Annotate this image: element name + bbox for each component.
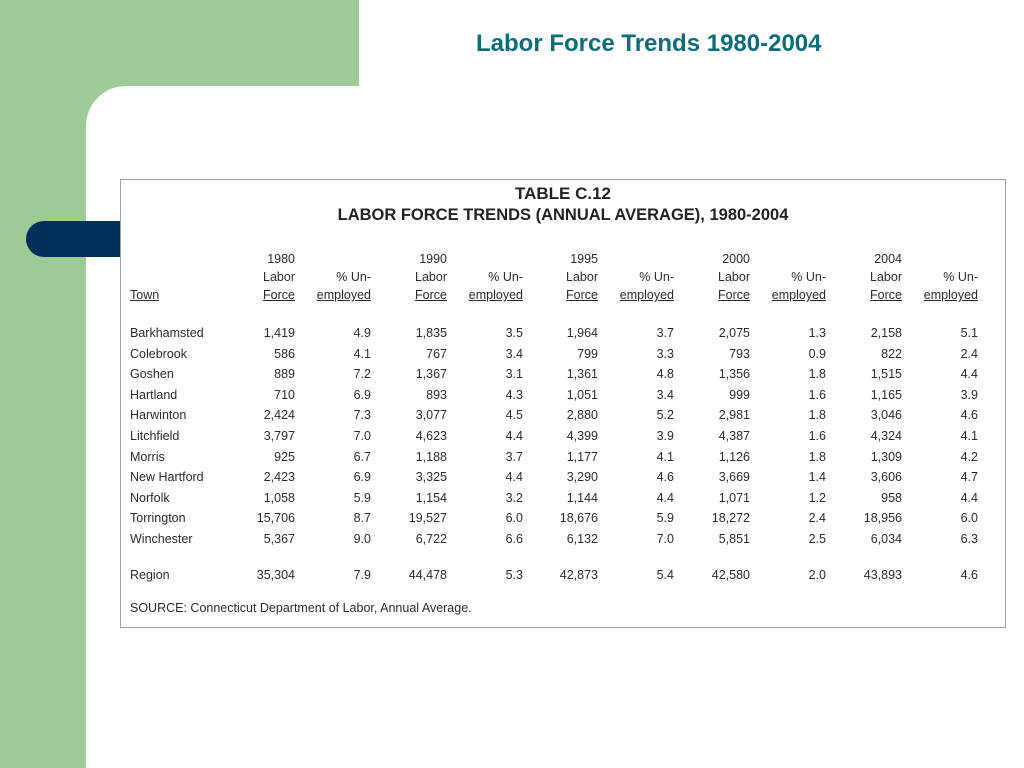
table-subtitle: LABOR FORCE TRENDS (ANNUAL AVERAGE), 1980-2004 xyxy=(337,206,789,224)
header-labor: Labor xyxy=(566,270,598,284)
header-force: Force xyxy=(718,288,750,302)
table-row-cell: 4.4 xyxy=(505,470,523,485)
table-row-cell: 3,606 xyxy=(870,470,902,485)
table-row-cell: 925 xyxy=(274,449,295,464)
table-row-cell: 893 xyxy=(426,387,447,402)
table-row-cell: 4.6 xyxy=(960,408,978,423)
table-row-cell: 4,324 xyxy=(870,429,902,443)
region-row-cell: 4.6 xyxy=(960,568,978,582)
table-row-cell: 2.4 xyxy=(960,346,978,361)
table-row-cell: 999 xyxy=(729,387,750,402)
table-row-cell: 6.0 xyxy=(505,511,523,526)
table-row-cell: 2,075 xyxy=(718,326,750,340)
table-row-cell: 19,527 xyxy=(408,511,447,526)
slide-title: Labor Force Trends 1980-2004 xyxy=(476,30,822,57)
header-labor: Labor xyxy=(263,270,295,284)
table-row-cell: 7.2 xyxy=(353,367,371,382)
header-unemployed: employed xyxy=(771,288,826,302)
table-row-cell: 3.1 xyxy=(505,367,523,382)
table-row-cell: 5,851 xyxy=(718,532,750,546)
green-side-band xyxy=(0,0,86,768)
table-row-town: Torrington xyxy=(130,511,186,526)
table-row-cell: 1,964 xyxy=(566,326,598,340)
table-row-cell: 958 xyxy=(881,490,902,505)
table-row-cell: 2,981 xyxy=(718,408,750,423)
table-row-cell: 4.5 xyxy=(505,408,523,423)
table-row-cell: 6,722 xyxy=(415,532,447,546)
navy-accent-bar xyxy=(26,221,122,257)
header-town: Town xyxy=(130,288,160,302)
table-row-cell: 1,071 xyxy=(718,490,750,505)
table-row-cell: 4.4 xyxy=(960,490,978,505)
header-year: 2000 xyxy=(722,252,750,266)
table-row-cell: 3.7 xyxy=(505,449,523,464)
table-row-town: Winchester xyxy=(130,532,193,546)
region-row-cell: 2.0 xyxy=(808,568,826,582)
region-row-cell: 42,580 xyxy=(711,568,750,582)
table-row-cell: 4,387 xyxy=(718,429,750,443)
table-row-cell: 1.8 xyxy=(808,408,826,423)
table-row-cell: 6.6 xyxy=(505,532,523,546)
header-force: Force xyxy=(415,288,447,302)
header-force: Force xyxy=(566,288,598,302)
table-row-cell: 2,158 xyxy=(870,326,902,340)
table-row-cell: 767 xyxy=(426,346,447,361)
header-year: 2004 xyxy=(874,252,902,266)
header-unemployed: employed xyxy=(923,288,978,302)
table-row-cell: 3.9 xyxy=(656,429,674,443)
table-row-cell: 18,956 xyxy=(863,511,902,526)
table-row-cell: 1,356 xyxy=(718,367,750,382)
table-row-cell: 6,034 xyxy=(870,532,902,546)
region-row-cell: 5.4 xyxy=(656,568,674,582)
table-row-cell: 1,188 xyxy=(415,449,447,464)
table-row-cell: 1.2 xyxy=(808,490,826,505)
table-title: TABLE C.12 xyxy=(514,184,612,203)
table-row-cell: 7.0 xyxy=(656,532,674,546)
table-row-cell: 1.6 xyxy=(808,429,826,443)
table-row-cell: 2,424 xyxy=(263,408,295,423)
table-row-cell: 799 xyxy=(577,346,598,361)
table-row-cell: 3,797 xyxy=(263,429,295,443)
table-row-cell: 6.0 xyxy=(960,511,978,526)
table-row-town: Morris xyxy=(130,449,165,464)
table-row-cell: 4.1 xyxy=(960,429,978,443)
header-labor: Labor xyxy=(415,270,447,284)
header-labor: Labor xyxy=(718,270,750,284)
header-force: Force xyxy=(263,288,295,302)
table-row-cell: 4.4 xyxy=(505,429,523,443)
header-unemployed: employed xyxy=(468,288,523,302)
table-row-cell: 793 xyxy=(729,346,750,361)
table-row-cell: 3.3 xyxy=(656,346,674,361)
table-row-cell: 1.4 xyxy=(808,470,826,485)
table-row-town: Litchfield xyxy=(130,429,180,443)
table-row-cell: 1,051 xyxy=(566,387,598,402)
source-note: SOURCE: Connecticut Department of Labor, Annual Average. xyxy=(130,601,472,615)
region-row-cell: 7.9 xyxy=(353,568,371,582)
table-row-cell: 710 xyxy=(274,387,295,402)
table-row-cell: 3,669 xyxy=(718,470,750,485)
table-row-town: Harwinton xyxy=(130,408,187,423)
table-row-cell: 1.6 xyxy=(808,387,826,402)
table-row-cell: 2,423 xyxy=(263,470,295,485)
table-row-cell: 5.9 xyxy=(353,490,371,505)
table-row-cell: 3.5 xyxy=(505,326,523,340)
table-row-cell: 18,272 xyxy=(711,511,750,526)
table-row-cell: 2,880 xyxy=(566,408,598,423)
table-row-cell: 5.1 xyxy=(960,326,978,340)
table-row-cell: 5.2 xyxy=(656,408,674,423)
header-unemployed: employed xyxy=(316,288,371,302)
table-row-cell: 18,676 xyxy=(559,511,598,526)
table-row-cell: 4.4 xyxy=(960,367,978,382)
table-row-cell: 1.8 xyxy=(808,367,826,382)
table-row-cell: 1,309 xyxy=(870,449,902,464)
table-row-cell: 4.6 xyxy=(656,470,674,485)
table-row-cell: 4.8 xyxy=(656,367,674,382)
header-year: 1995 xyxy=(570,252,598,266)
table-row-cell: 4.7 xyxy=(960,470,978,485)
table-row-cell: 3,290 xyxy=(566,470,598,485)
region-row-cell: 35,304 xyxy=(256,568,295,582)
table-row-cell: 1,419 xyxy=(263,326,295,340)
header-unemployed-top: % Un- xyxy=(943,270,978,284)
header-labor: Labor xyxy=(870,270,902,284)
table-row-town: New Hartford xyxy=(130,470,204,485)
table-row-cell: 3.2 xyxy=(505,490,523,505)
table-row-cell: 5,367 xyxy=(263,532,295,546)
table-row-town: Norfolk xyxy=(130,490,170,505)
region-row-cell: 5.3 xyxy=(505,568,523,582)
table-row-cell: 5.9 xyxy=(656,511,674,526)
table-row-cell: 1,126 xyxy=(718,449,750,464)
table-row-cell: 2.4 xyxy=(808,511,826,526)
header-unemployed-top: % Un- xyxy=(639,270,674,284)
table-row-cell: 4,399 xyxy=(566,429,598,443)
table-row-cell: 6.9 xyxy=(353,470,371,485)
table-row-cell: 1.3 xyxy=(808,326,826,340)
table-row-town: Hartland xyxy=(130,387,178,402)
table-row-cell: 6.3 xyxy=(960,532,978,546)
table-row-cell: 6.7 xyxy=(353,449,371,464)
table-row-cell: 8.7 xyxy=(353,511,371,526)
table-row-cell: 1,165 xyxy=(870,387,902,402)
region-row-cell: 42,873 xyxy=(559,568,598,582)
table-row-cell: 3.4 xyxy=(656,387,674,402)
table-row-cell: 7.0 xyxy=(353,429,371,443)
region-row-town: Region xyxy=(130,568,170,582)
table-row-cell: 2.5 xyxy=(808,532,826,546)
table-image xyxy=(120,179,1006,628)
table-row-cell: 1.8 xyxy=(808,449,826,464)
table-row-cell: 4.4 xyxy=(656,490,674,505)
header-year: 1980 xyxy=(267,252,295,266)
table-row-town: Goshen xyxy=(130,367,174,382)
table-row-cell: 1,177 xyxy=(566,449,598,464)
table-row-cell: 15,706 xyxy=(256,511,295,526)
table-row-cell: 3,325 xyxy=(415,470,447,485)
table-row-cell: 4,623 xyxy=(415,429,447,443)
table-row-cell: 4.1 xyxy=(656,449,674,464)
table-row-town: Barkhamsted xyxy=(130,326,204,340)
table-row-cell: 9.0 xyxy=(353,532,371,546)
table-row-cell: 1,835 xyxy=(415,326,447,340)
table-row-cell: 4.2 xyxy=(960,449,978,464)
table-row-cell: 4.1 xyxy=(353,346,371,361)
header-year: 1990 xyxy=(419,252,447,266)
table-row-cell: 0.9 xyxy=(808,346,826,361)
table-row-cell: 1,361 xyxy=(566,367,598,382)
table-row-cell: 3.7 xyxy=(656,326,674,340)
table-row-cell: 3,077 xyxy=(415,408,447,423)
header-unemployed-top: % Un- xyxy=(791,270,826,284)
table-row-cell: 1,058 xyxy=(263,490,295,505)
table-row-town: Colebrook xyxy=(130,346,187,361)
table-row-cell: 1,154 xyxy=(415,490,447,505)
table-row-cell: 1,144 xyxy=(566,490,598,505)
table-row-cell: 3.9 xyxy=(960,387,978,402)
table-row-cell: 1,367 xyxy=(415,367,447,382)
table-row-cell: 6,132 xyxy=(566,532,598,546)
table-row-cell: 822 xyxy=(881,346,902,361)
table-row-cell: 4.3 xyxy=(505,387,523,402)
header-unemployed-top: % Un- xyxy=(336,270,371,284)
table-row-cell: 6.9 xyxy=(353,387,371,402)
header-force: Force xyxy=(870,288,902,302)
region-row-cell: 44,478 xyxy=(408,568,447,582)
table-row-cell: 3,046 xyxy=(870,408,902,423)
table-row-cell: 586 xyxy=(274,346,295,361)
table-row-cell: 889 xyxy=(274,367,295,382)
table-row-cell: 4.9 xyxy=(353,326,371,340)
header-unemployed-top: % Un- xyxy=(488,270,523,284)
table-row-cell: 1,515 xyxy=(870,367,902,382)
region-row-cell: 43,893 xyxy=(863,568,902,582)
table-row-cell: 7.3 xyxy=(353,408,371,423)
header-unemployed: employed xyxy=(619,288,674,302)
table-row-cell: 3.4 xyxy=(505,346,523,361)
